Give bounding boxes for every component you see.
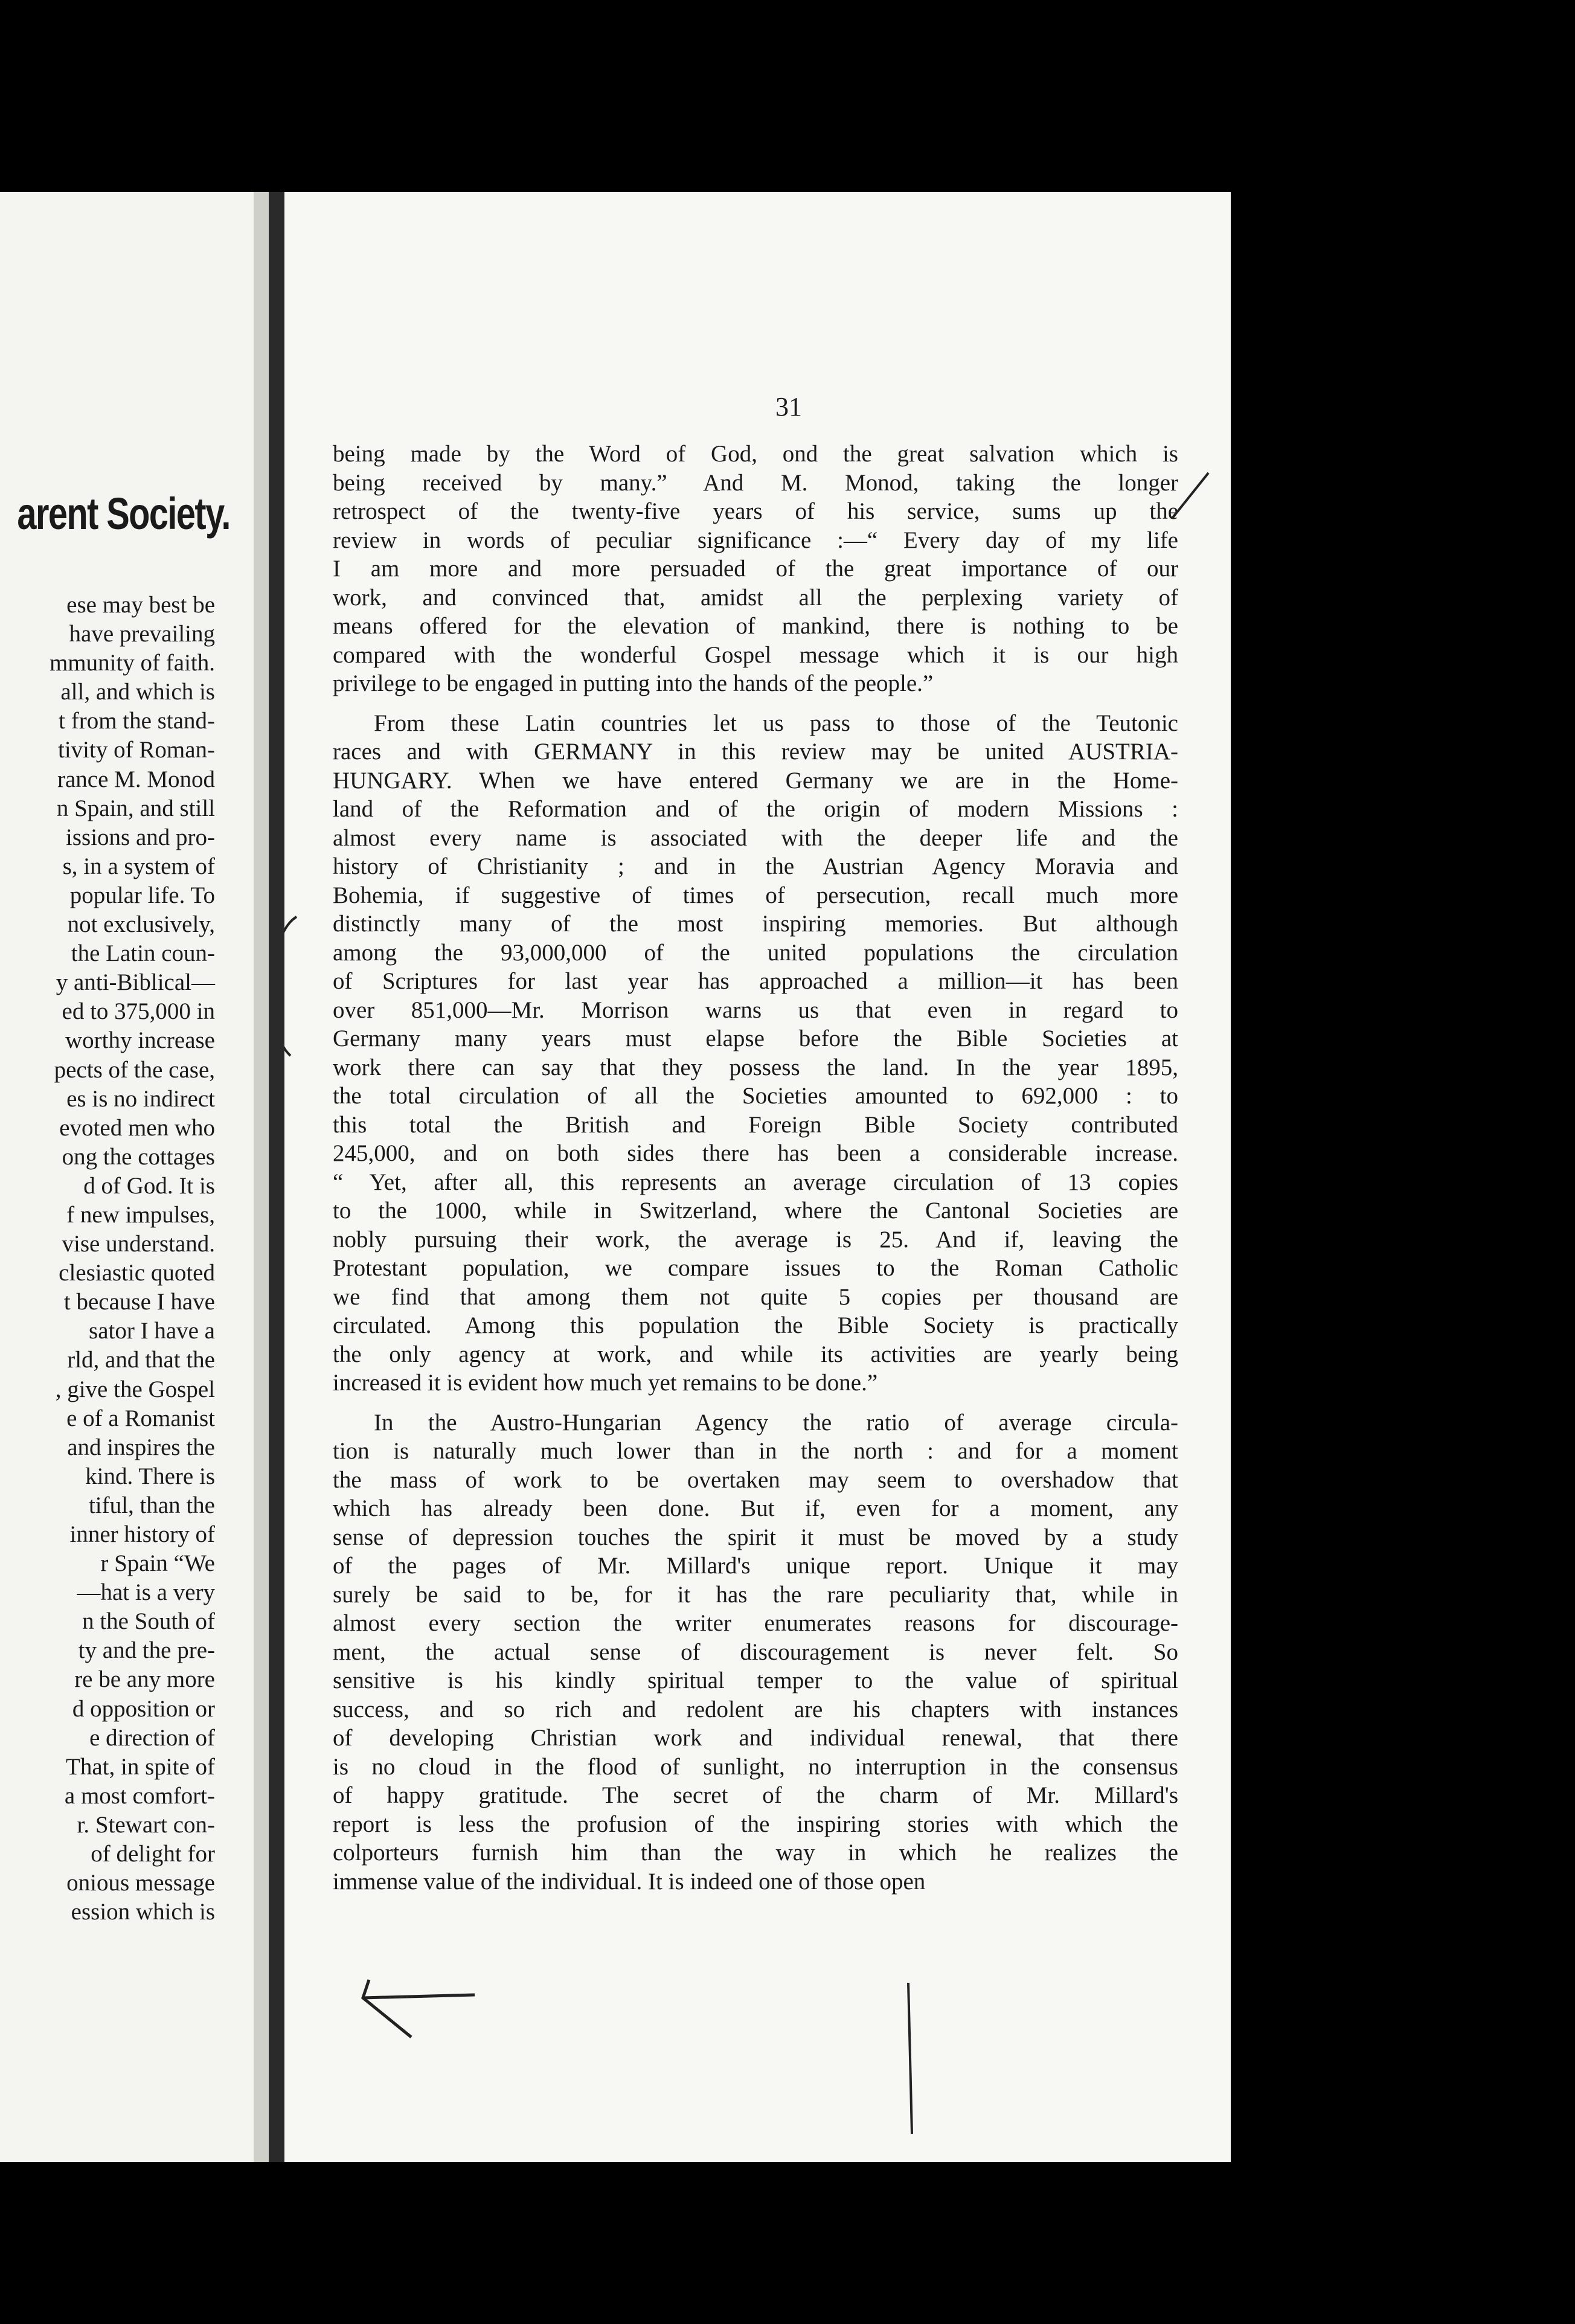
text-line: history of Christianity ; and in the Austrian Agency Moravia and	[333, 853, 1178, 879]
left-page-line: evoted men who	[59, 1114, 215, 1141]
text-line: work there can say that they possess the land. In the year 1895,	[333, 1054, 1178, 1080]
text-line: ment, the actual sense of discouragement is never felt. So	[333, 1639, 1178, 1665]
text-line: retrospect of the twenty-five years of his service, sums up the	[333, 498, 1178, 524]
text-line: of happy gratitude. The secret of the charm of Mr. Millard's	[333, 1782, 1178, 1808]
text-line: land of the Reformation and of the origin of modern Missions :	[333, 796, 1178, 822]
text-line: is no cloud in the flood of sunlight, no interruption in the consensus	[333, 1753, 1178, 1780]
text-line: races and with GERMANY in this review may be united AUSTRIA-	[333, 739, 1178, 765]
left-page-line: es is no indirect	[66, 1085, 215, 1112]
page-gutter	[254, 192, 269, 2162]
left-page-line: mmunity of faith.	[49, 650, 215, 676]
left-page-line: e direction of	[89, 1724, 215, 1751]
left-page-line: tiful, than the	[88, 1492, 215, 1518]
text-line: immense value of the individual. It is indeed one of those open	[333, 1868, 926, 1895]
left-page-line: pects of the case,	[54, 1056, 215, 1083]
left-page-line: ong the cottages	[62, 1143, 215, 1170]
text-line: of developing Christian work and individual renewal, that there	[333, 1725, 1178, 1751]
text-line: surely be said to be, for it has the rare peculiarity that, while in	[333, 1581, 1178, 1608]
text-line: being received by many.” And M. Monod, taking the longer	[333, 469, 1178, 496]
left-page-line: tivity of Roman-	[58, 737, 215, 763]
left-page-line: ty and the pre-	[78, 1637, 215, 1664]
text-line: circulated. Among this population the Bible Society is practically	[333, 1312, 1178, 1338]
left-page-line: sator I have a	[89, 1318, 215, 1344]
left-page	[0, 192, 254, 2162]
left-page-line: s, in a system of	[62, 853, 215, 879]
left-page-line: y anti-Biblical—	[56, 969, 215, 996]
left-page-line: ese may best be	[66, 592, 215, 618]
text-line: we find that among them not quite 5 copies per thousand are	[333, 1283, 1178, 1310]
left-page-line: not exclusively,	[67, 911, 215, 938]
left-page-line: rance M. Monod	[57, 766, 215, 792]
text-line: HUNGARY. When we have entered Germany we are in the Home-	[333, 767, 1178, 794]
left-page-line: d of God. It is	[83, 1172, 215, 1199]
left-page-line: n Spain, and still	[56, 795, 215, 821]
left-page-line: rld, and that the	[67, 1347, 215, 1373]
text-line: of Scriptures for last year has approached a million—it has been	[333, 968, 1178, 994]
text-line: tion is naturally much lower than in the north : and for a moment	[333, 1438, 1178, 1464]
text-line: means offered for the elevation of mankind, there is nothing to be	[333, 613, 1178, 639]
text-line: Protestant population, we compare issues to the Roman Catholic	[333, 1255, 1178, 1281]
text-line: In the Austro-Hungarian Agency the ratio of average circula-	[374, 1409, 1178, 1436]
vertical-stroke-mark	[903, 1980, 916, 2137]
left-page-line: have prevailing	[69, 621, 215, 647]
text-line: colporteurs furnish him than the way in which he realizes the	[333, 1840, 1178, 1866]
text-line: privilege to be engaged in putting into the hands of the people.”	[333, 670, 934, 696]
left-page-line: worthy increase	[65, 1027, 215, 1054]
left-page-line: of delight for	[91, 1841, 215, 1867]
left-page-line: —hat is a very	[77, 1579, 215, 1606]
left-page-line: ed to 375,000 in	[62, 998, 215, 1025]
left-page-line: , give the Gospel	[55, 1376, 215, 1402]
left-page-line: a most comfort-	[64, 1782, 215, 1809]
left-page-heading: arent Society.	[17, 489, 230, 539]
text-line: to the 1000, while in Switzerland, where the Cantonal Societies are	[333, 1198, 1178, 1224]
text-line: 245,000, and on both sides there has been a considerable increase.	[333, 1140, 1178, 1166]
left-page-text	[0, 591, 215, 1927]
margin-tick-mark	[1166, 470, 1214, 524]
left-page-line: issions and pro-	[66, 824, 215, 850]
text-line: distinctly many of the most inspiring memories. But although	[333, 911, 1178, 937]
left-page-line: That, in spite of	[66, 1753, 215, 1780]
left-page-line: vise understand.	[62, 1231, 215, 1257]
left-page-line: n the South of	[82, 1608, 215, 1635]
left-page-line: t from the stand-	[59, 708, 215, 734]
left-page-line: and inspires the	[67, 1434, 215, 1460]
text-line: which has already been done. But if, even for a moment, any	[333, 1495, 1178, 1521]
text-line: this total the British and Foreign Bible Society contributed	[333, 1111, 1178, 1138]
text-line: compared with the wonderful Gospel message which it is our high	[333, 641, 1178, 668]
left-page-line: r. Stewart con-	[77, 1811, 215, 1838]
text-line: being made by the Word of God, ond the great salvation which is	[333, 441, 1178, 467]
left-page-line: kind. There is	[85, 1463, 215, 1489]
arrow-mark	[345, 1968, 484, 2052]
left-page-line: re be any more	[74, 1666, 215, 1693]
text-line: almost every section the writer enumerates reasons for discourage-	[333, 1610, 1178, 1636]
text-line: increased it is evident how much yet remains to be done.”	[333, 1370, 878, 1396]
paragraph-3	[333, 1408, 1178, 1896]
text-line: success, and so rich and redolent are his chapters with instances	[333, 1696, 1178, 1722]
text-line: work, and convinced that, amidst all the perplexing variety of	[333, 584, 1178, 611]
text-line: report is less the profusion of the inspiring stories with which the	[333, 1811, 1178, 1837]
left-page-line: the Latin coun-	[71, 940, 215, 967]
text-line: “ Yet, after all, this represents an average circulation of 13 copies	[333, 1169, 1178, 1195]
margin-bracket-mark	[284, 911, 303, 1068]
paragraph-1	[333, 440, 1178, 698]
text-line: of the pages of Mr. Millard's unique report. Unique it may	[333, 1553, 1178, 1579]
left-page-line: all, and which is	[60, 679, 215, 705]
left-page-line: f new impulses,	[66, 1201, 215, 1228]
left-page-line: popular life. To	[69, 882, 215, 908]
text-line: From these Latin countries let us pass to those of the Teutonic	[374, 710, 1178, 736]
text-line: review in words of peculiar significance :—“ Every day of my life	[333, 527, 1178, 553]
text-line: sensitive is his kindly spiritual temper to the value of spiritual	[333, 1668, 1178, 1693]
text-line: among the 93,000,000 of the united populations the circulation	[333, 939, 1178, 966]
text-line: I am more and more persuaded of the great importance of our	[333, 556, 1178, 582]
text-line: almost every name is associated with the deeper life and the	[333, 824, 1178, 851]
left-page-line: d opposition or	[72, 1695, 215, 1722]
left-page-line: clesiastic quoted	[59, 1260, 215, 1286]
text-line: Bohemia, if suggestive of times of persecution, recall much more	[333, 882, 1178, 908]
left-page-line: t because I have	[63, 1289, 215, 1315]
page-number: 31	[775, 392, 802, 422]
left-page-line: ession which is	[71, 1899, 215, 1925]
body-text	[333, 440, 1178, 1896]
left-page-line: r Spain “We	[100, 1550, 215, 1577]
left-page-line: onious message	[66, 1870, 215, 1896]
text-line: over 851,000—Mr. Morrison warns us that even in regard to	[333, 997, 1178, 1023]
paragraph-2	[333, 709, 1178, 1398]
book-spine	[269, 192, 284, 2162]
text-line: sense of depression touches the spirit it must be moved by a study	[333, 1524, 1178, 1550]
left-page-line: e of a Romanist	[66, 1405, 215, 1431]
text-line: the only agency at work, and while its activities are yearly being	[333, 1341, 1178, 1367]
right-page	[284, 192, 1231, 2162]
text-line: the mass of work to be overtaken may seem to overshadow that	[333, 1466, 1178, 1493]
text-line: Germany many years must elapse before the Bible Societies at	[333, 1026, 1178, 1051]
text-line: the total circulation of all the Societies amounted to 692,000 : to	[333, 1083, 1178, 1109]
text-line: nobly pursuing their work, the average is 25. And if, leaving the	[333, 1226, 1178, 1253]
left-page-line: inner history of	[69, 1521, 215, 1547]
